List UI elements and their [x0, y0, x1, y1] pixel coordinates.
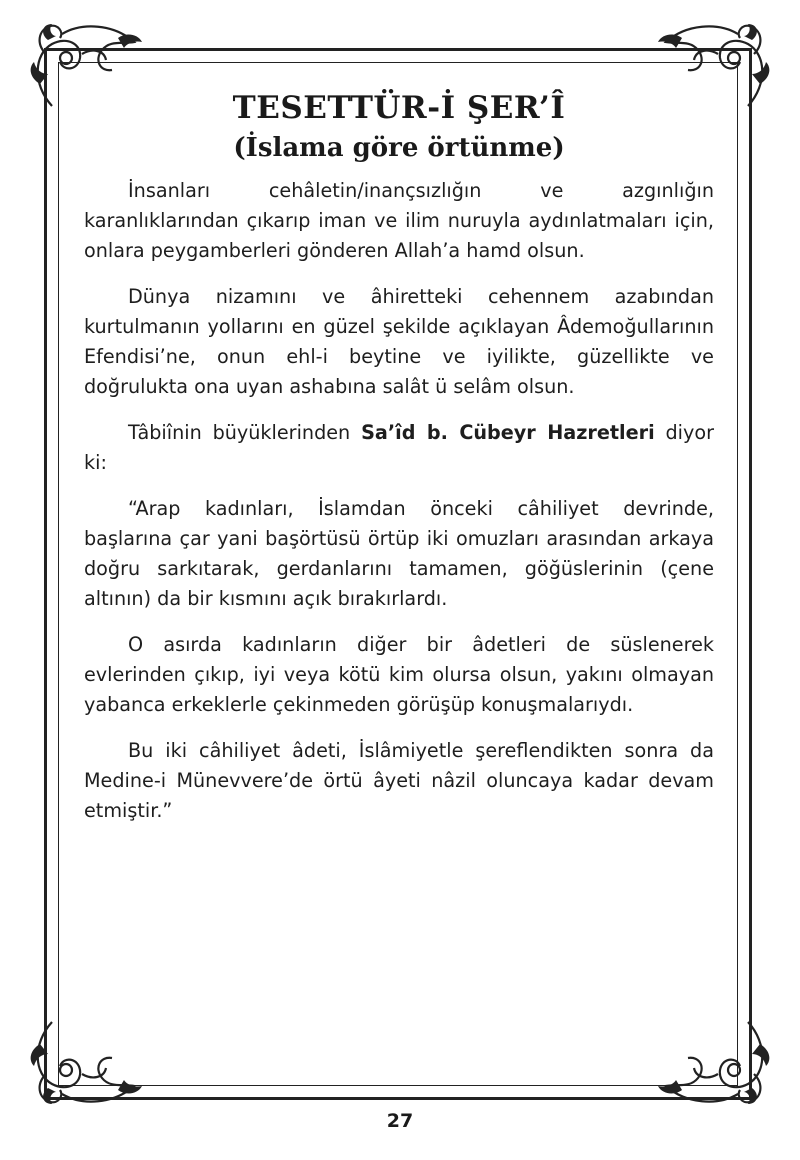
page-content — [84, 88, 714, 842]
paragraph-5: O asırda kadınların diğer bir âdetleri de süslenerek evlerinden çıkıp, iyi veya kötü kim olursa olsun, yakını olmayan yabanca erkeklerle çekinmeden görüşüp konuşmalarıydı. — [84, 633, 714, 716]
paragraph-3-intro: Tâbiînin büyüklerinden — [128, 421, 362, 444]
scholar-name: Sa’îd b. Cübeyr Hazretleri — [361, 421, 655, 444]
paragraph-6: Bu iki câhiliyet âdeti, İslâmiyetle şereflendikten sonra da Medine-i Münevvere’de örtü âyeti nâzil oluncaya kadar devam etmiştir.” — [84, 739, 714, 822]
page-number: 27 — [386, 1110, 414, 1132]
floral-ornament-icon — [648, 1014, 778, 1114]
paragraph-3 — [84, 418, 714, 478]
paragraph-3-end: diyor ki: — [84, 421, 714, 474]
page-title: TESETTÜR-İ ŞER’Î — [232, 90, 566, 126]
paragraph-2: Dünya nizamını ve âhiretteki cehennem azabından kurtulmanın yollarını en güzel şekilde açıklayan Âdemoğullarının Efendisi’ne, onun ehl-i beytine ve iyilikte, güzellikte ve doğrulukta ona uyan ashabına salât ü selâm olsun. — [84, 285, 714, 398]
paragraph-1: İnsanları cehâletin/inançsızlığın ve azgınlığın karanlıklarından çıkarıp iman ve ilim nuruyla aydınlatmaları için, onlara peygamberleri gönderen Allah’a hamd olsun. — [84, 179, 714, 262]
paragraph-4: “Arap kadınları, İslamdan önceki câhiliyet devrinde, başlarına çar yani başörtüsü örtüp iki omuzları arasından arkaya doğru sarkıtarak, gerdanlarını tamamen, göğüslerinin (çene altının) da bir kısmını açık bırakırlardı. — [84, 497, 714, 610]
page-subtitle: (İslama göre örtünme) — [233, 133, 565, 163]
floral-ornament-icon — [22, 1014, 152, 1114]
